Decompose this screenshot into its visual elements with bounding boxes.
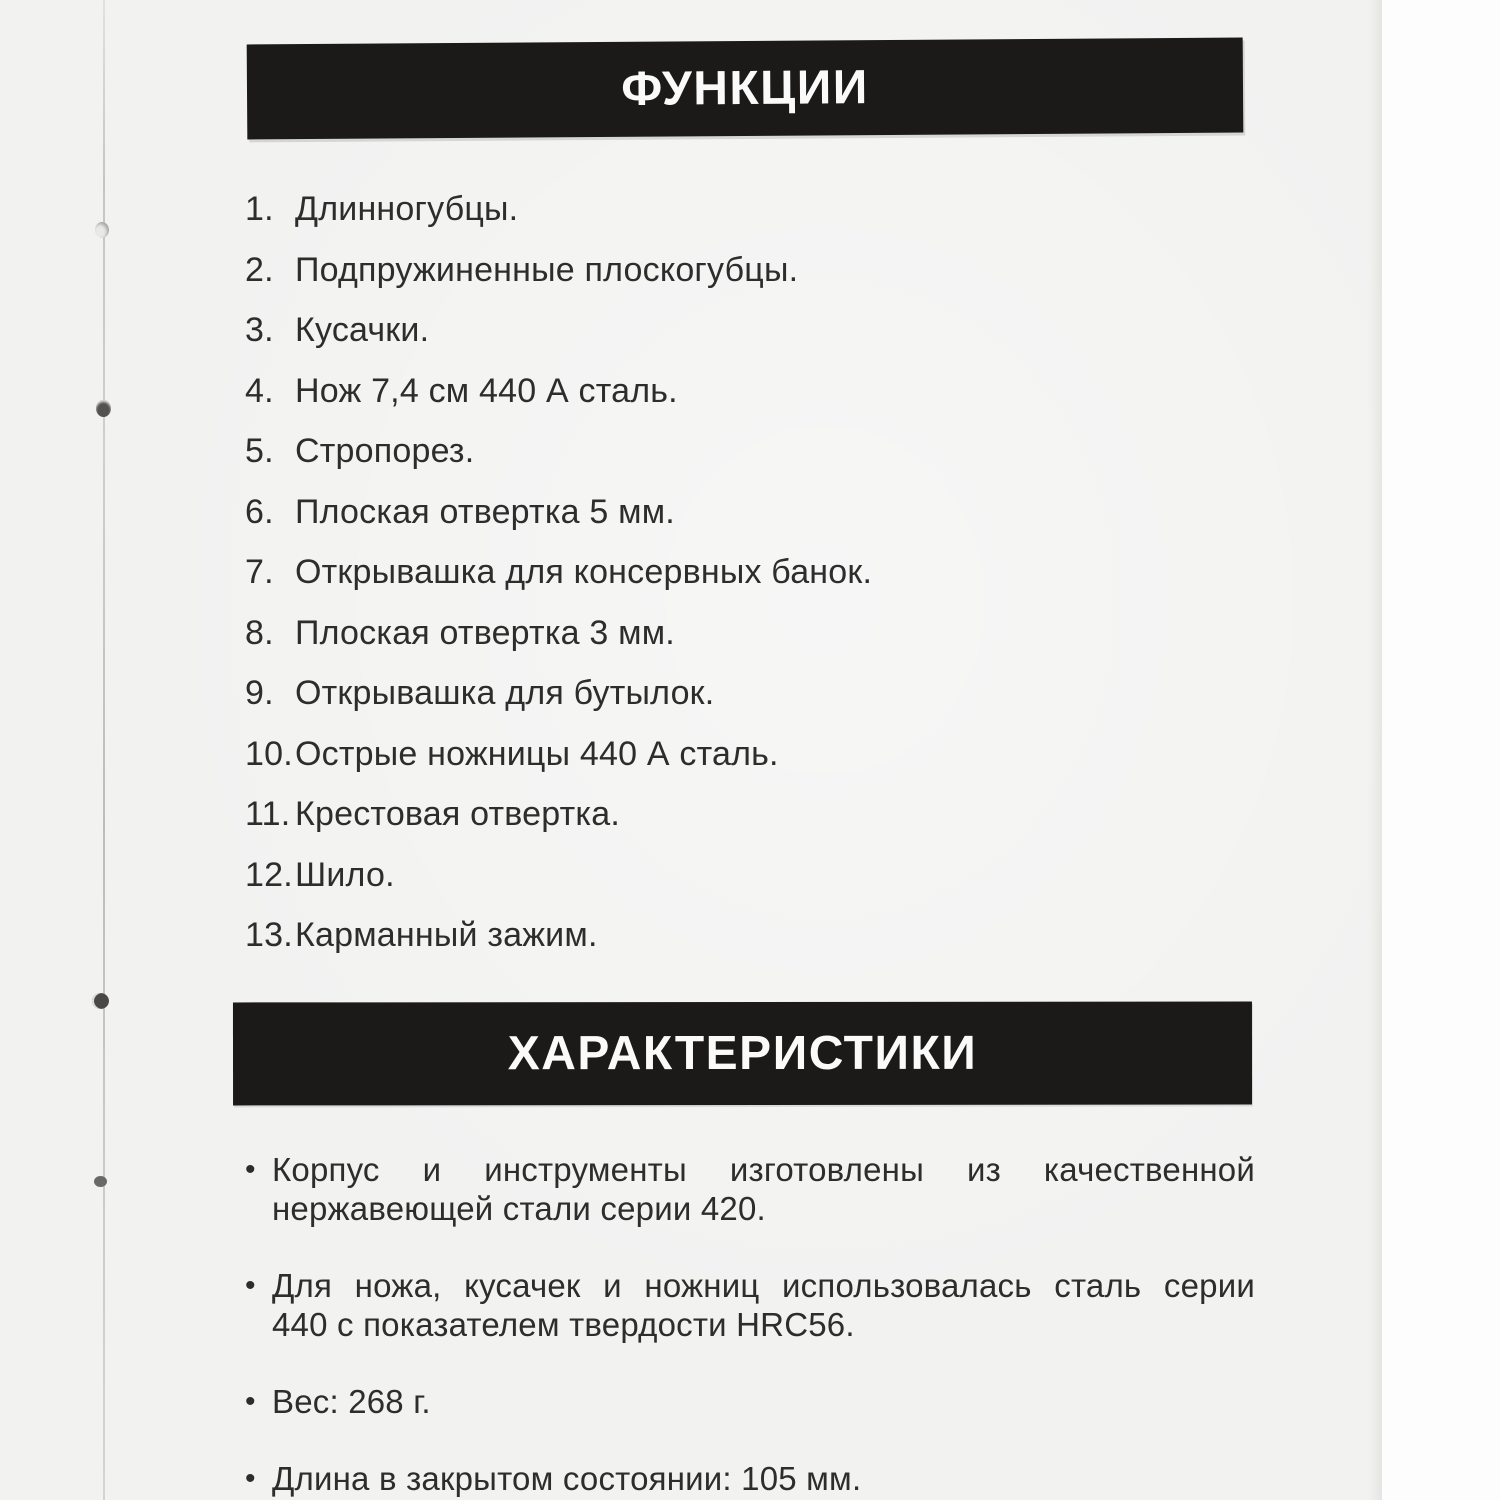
specs-section-title: ХАРАКТЕРИСТИКИ bbox=[507, 1026, 978, 1081]
list-item-text bbox=[272, 1459, 1255, 1498]
specs-list bbox=[245, 1150, 1255, 1500]
list-item-text bbox=[272, 1266, 1255, 1344]
list-item-text: Кусачки. bbox=[295, 311, 430, 349]
staple-mark bbox=[94, 1176, 107, 1187]
list-item bbox=[245, 553, 1255, 614]
list-item bbox=[245, 190, 1255, 251]
text-line: Для ножа, кусачек и ножниц использовалась сталь серии bbox=[272, 1267, 1255, 1304]
list-item-number: 2. bbox=[245, 250, 274, 289]
list-item bbox=[245, 674, 1255, 735]
list-item bbox=[245, 493, 1255, 554]
list-item bbox=[245, 856, 1255, 917]
list-item bbox=[245, 1150, 1255, 1228]
specs-section-header bbox=[233, 1002, 1252, 1106]
list-item-text: Острые ножницы 440 А сталь. bbox=[295, 734, 779, 773]
list-item-text: Открывашка для консервных банок. bbox=[295, 553, 873, 591]
list-item bbox=[245, 251, 1255, 312]
list-item-number: 1. bbox=[245, 190, 274, 228]
list-item bbox=[245, 1459, 1255, 1498]
text-line: нержавеющей стали серии 420. bbox=[272, 1190, 766, 1227]
list-item-text: Стропорез. bbox=[295, 432, 475, 470]
list-item-number: 13. bbox=[245, 916, 293, 954]
list-item bbox=[245, 372, 1255, 433]
list-item bbox=[245, 432, 1255, 493]
list-item bbox=[245, 1382, 1255, 1421]
staple-mark bbox=[96, 400, 111, 417]
functions-list bbox=[245, 190, 1255, 977]
list-item-number: 8. bbox=[245, 613, 274, 652]
list-item-text: Плоская отвертка 3 мм. bbox=[295, 613, 675, 652]
page-edge-shadow bbox=[1368, 0, 1382, 1500]
list-item-number: 10. bbox=[245, 734, 293, 773]
list-item-text: Открывашка для бутылок. bbox=[295, 674, 715, 712]
list-item-text: Нож 7,4 см 440 А сталь. bbox=[295, 371, 678, 410]
list-item-number: 5. bbox=[245, 432, 274, 470]
list-item-number: 11. bbox=[245, 795, 291, 833]
list-item-text: Крестовая отвертка. bbox=[295, 795, 621, 833]
bullet-marker: • bbox=[245, 1462, 256, 1495]
text-line: 440 с показателем твердости HRC56. bbox=[272, 1306, 855, 1343]
list-item-number: 3. bbox=[245, 311, 274, 349]
bullet-marker: • bbox=[245, 1385, 256, 1418]
staple-mark bbox=[95, 222, 109, 238]
list-item-number: 6. bbox=[245, 492, 274, 531]
text-line: Длина в закрытом состоянии: 105 мм. bbox=[272, 1460, 862, 1497]
text-line: Вес: 268 г. bbox=[272, 1383, 431, 1420]
bullet-marker: • bbox=[245, 1269, 256, 1302]
list-item bbox=[245, 311, 1255, 372]
list-item-text: Шило. bbox=[295, 855, 395, 894]
list-item bbox=[245, 795, 1255, 856]
list-item bbox=[245, 614, 1255, 675]
text-line: Корпус и инструменты изготовлены из качественной bbox=[272, 1151, 1255, 1188]
list-item-number: 12. bbox=[245, 855, 293, 894]
staple-mark bbox=[92, 993, 109, 1009]
list-item-text: Длинногубцы. bbox=[295, 190, 519, 228]
list-item-text: Плоская отвертка 5 мм. bbox=[295, 492, 675, 531]
list-item-text: Карманный зажим. bbox=[295, 916, 598, 954]
list-item-text: Подпружиненные плоскогубцы. bbox=[295, 250, 799, 289]
list-item bbox=[245, 735, 1255, 796]
list-item-number: 9. bbox=[245, 674, 274, 712]
page-right-edge bbox=[1382, 0, 1500, 1500]
functions-section-title: ФУНКЦИИ bbox=[621, 61, 869, 116]
bullet-marker: • bbox=[245, 1153, 256, 1186]
list-item-text bbox=[272, 1382, 1255, 1421]
functions-section-header bbox=[247, 38, 1244, 140]
list-item bbox=[245, 1266, 1255, 1344]
list-item-number: 7. bbox=[245, 553, 274, 591]
list-item bbox=[245, 916, 1255, 977]
list-item-number: 4. bbox=[245, 371, 274, 410]
list-item-text bbox=[272, 1150, 1255, 1228]
